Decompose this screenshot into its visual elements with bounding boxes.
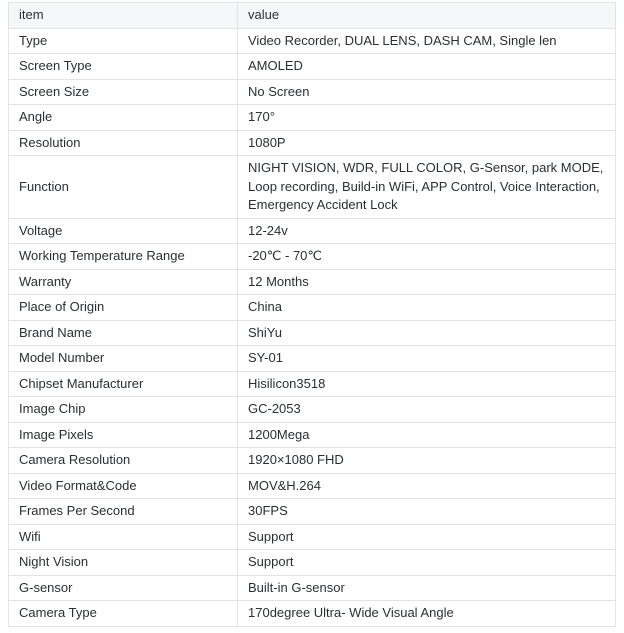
spec-value-cell: AMOLED (238, 54, 616, 80)
table-row (9, 550, 616, 576)
spec-item-cell: Type (9, 28, 238, 54)
spec-item-cell: Screen Size (9, 79, 238, 105)
spec-item-cell: Warranty (9, 269, 238, 295)
spec-item-cell: Function (9, 156, 238, 219)
spec-value-cell: Hisilicon3518 (238, 371, 616, 397)
table-row (9, 218, 616, 244)
table-row (9, 105, 616, 131)
spec-value-cell: ShiYu (238, 320, 616, 346)
spec-value-cell: No Screen (238, 79, 616, 105)
table-row (9, 601, 616, 627)
spec-value-cell: NIGHT VISION, WDR, FULL COLOR, G-Sensor, park MODE, Loop recording, Build-in WiFi, APP Control, Voice Interaction, Emergency Accident Lock (238, 156, 616, 219)
spec-value-cell: 1080P (238, 130, 616, 156)
spec-item-cell: Working Temperature Range (9, 244, 238, 270)
table-row (9, 575, 616, 601)
table-row (9, 320, 616, 346)
spec-item-cell: Resolution (9, 130, 238, 156)
table-row (9, 295, 616, 321)
spec-value-cell: 170degree Ultra- Wide Visual Angle (238, 601, 616, 627)
column-header-item: item (9, 3, 238, 29)
spec-item-cell: Wifi (9, 524, 238, 550)
table-row (9, 371, 616, 397)
spec-item-cell: Chipset Manufacturer (9, 371, 238, 397)
spec-item-cell: Model Number (9, 346, 238, 372)
spec-value-cell: GC-2053 (238, 397, 616, 423)
spec-item-cell: Voltage (9, 218, 238, 244)
spec-value-cell: 12 Months (238, 269, 616, 295)
table-row (9, 269, 616, 295)
spec-item-cell: G-sensor (9, 575, 238, 601)
spec-value-cell: Video Recorder, DUAL LENS, DASH CAM, Single len (238, 28, 616, 54)
spec-item-cell: Video Format&Code (9, 473, 238, 499)
spec-item-cell: Image Chip (9, 397, 238, 423)
spec-value-cell: Built-in G-sensor (238, 575, 616, 601)
table-row (9, 499, 616, 525)
table-header-row (9, 3, 616, 29)
spec-value-cell: 170° (238, 105, 616, 131)
spec-value-cell: -20℃ - 70℃ (238, 244, 616, 270)
spec-item-cell: Night Vision (9, 550, 238, 576)
spec-table-body (9, 28, 616, 626)
spec-value-cell: MOV&H.264 (238, 473, 616, 499)
spec-item-cell: Camera Type (9, 601, 238, 627)
spec-item-cell: Screen Type (9, 54, 238, 80)
spec-value-cell: Support (238, 524, 616, 550)
table-row (9, 79, 616, 105)
column-header-value: value (238, 3, 616, 29)
spec-value-cell: 12-24v (238, 218, 616, 244)
table-row (9, 473, 616, 499)
spec-value-cell: 30FPS (238, 499, 616, 525)
spec-item-cell: Camera Resolution (9, 448, 238, 474)
table-row (9, 244, 616, 270)
spec-table-head (9, 3, 616, 29)
spec-value-cell: 1920×1080 FHD (238, 448, 616, 474)
table-row (9, 130, 616, 156)
table-row (9, 397, 616, 423)
table-row (9, 54, 616, 80)
table-row (9, 28, 616, 54)
table-row (9, 422, 616, 448)
spec-value-cell: 1200Mega (238, 422, 616, 448)
spec-value-cell: SY-01 (238, 346, 616, 372)
spec-item-cell: Frames Per Second (9, 499, 238, 525)
spec-value-cell: Support (238, 550, 616, 576)
spec-item-cell: Image Pixels (9, 422, 238, 448)
table-row (9, 156, 616, 219)
spec-item-cell: Place of Origin (9, 295, 238, 321)
table-row (9, 448, 616, 474)
table-row (9, 346, 616, 372)
table-row (9, 524, 616, 550)
spec-value-cell: China (238, 295, 616, 321)
spec-item-cell: Brand Name (9, 320, 238, 346)
spec-item-cell: Angle (9, 105, 238, 131)
product-spec-table (8, 2, 616, 627)
